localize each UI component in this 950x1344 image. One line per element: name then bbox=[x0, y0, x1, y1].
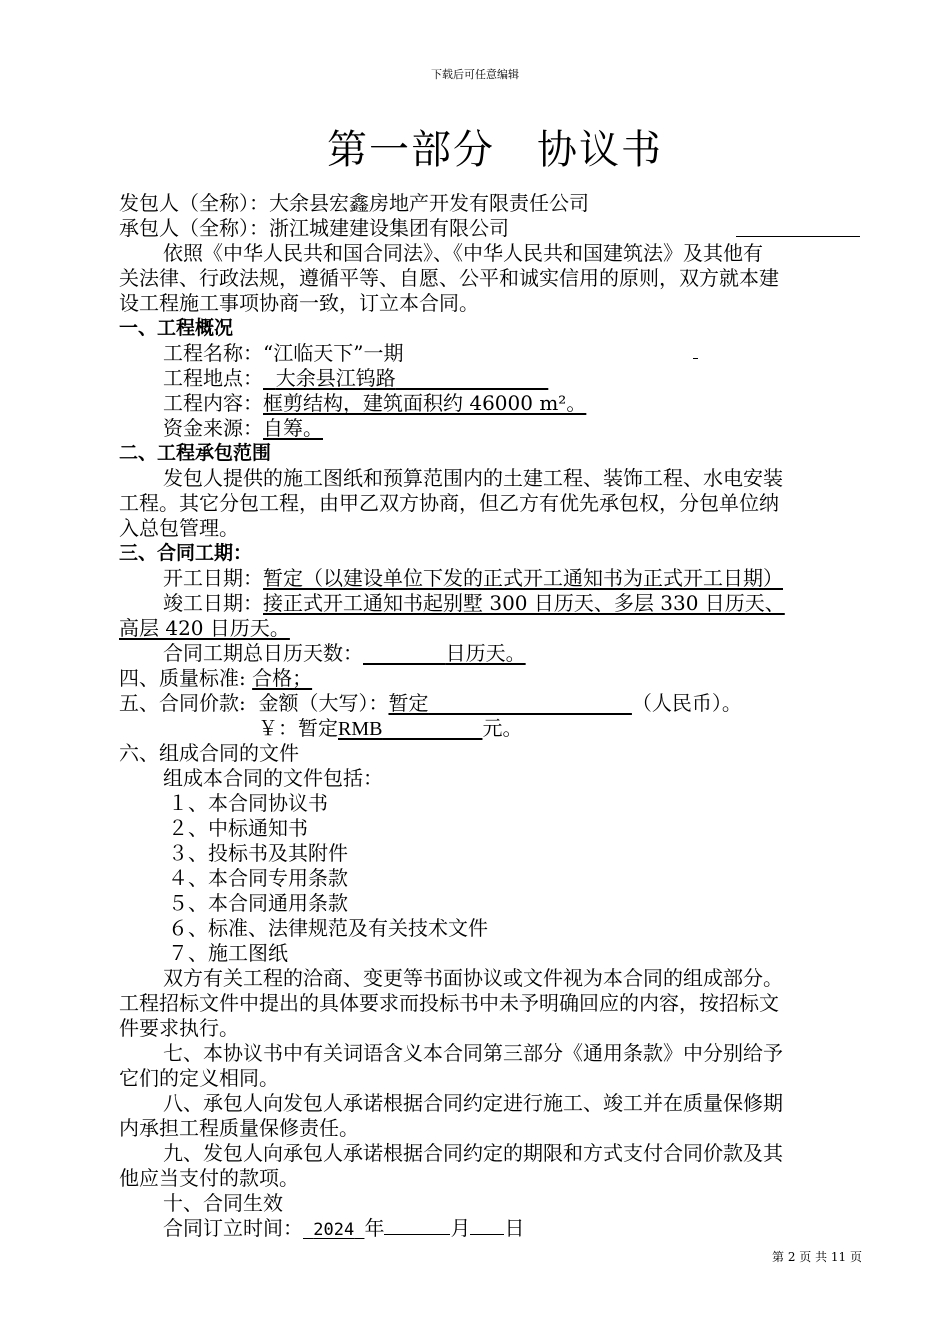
intro-line-3: 设工程施工事项协商一致，订立本合同。 bbox=[119, 291, 479, 315]
sign-day-unit: 日 bbox=[504, 1216, 525, 1240]
contractor-label: 承包人（全称）： bbox=[119, 216, 269, 240]
employer-label: 发包人（全称）： bbox=[119, 191, 269, 215]
sign-date-line bbox=[163, 1216, 524, 1243]
section-4-line bbox=[119, 666, 312, 691]
stray-mark bbox=[693, 358, 698, 359]
total-days-line bbox=[163, 641, 526, 666]
section-5-label: 五、合同价款: bbox=[119, 691, 246, 715]
funding-value: 自筹。 bbox=[263, 416, 323, 440]
project-content-label: 工程内容： bbox=[163, 391, 263, 415]
start-date-label: 开工日期： bbox=[163, 566, 263, 590]
doc-item: １、本合同协议书 bbox=[168, 791, 328, 815]
contractor-blank bbox=[736, 236, 860, 237]
sign-day-blank bbox=[470, 1216, 504, 1235]
sign-month-unit: 月 bbox=[450, 1216, 471, 1240]
docs-intro: 组成本合同的文件包括： bbox=[163, 766, 383, 790]
contractor-line bbox=[119, 216, 509, 241]
project-site-value: 大余县江钨路 bbox=[275, 366, 396, 390]
yen-label: ￥：暂定 bbox=[258, 716, 338, 740]
section-7-line-1: 七、本协议书中有关词语含义本合同第三部分《通用条款》中分别给予 bbox=[163, 1041, 783, 1065]
finish-date-value: 接正式开工通知书起别墅 300 日历天、多层 330 日历天、 bbox=[263, 591, 785, 615]
section-9-line-1: 九、发包人向承包人承诺根据合同约定的期限和方式支付合同价款及其 bbox=[163, 1141, 783, 1165]
sign-month-blank bbox=[384, 1216, 450, 1235]
start-date-line bbox=[163, 566, 783, 591]
section-6-heading: 六、组成合同的文件 bbox=[119, 741, 299, 765]
contractor-name: 浙江城建建设集团有限公司 bbox=[269, 216, 509, 240]
scope-line-1: 发包人提供的施工图纸和预算范围内的土建工程、装饰工程、水电安装 bbox=[163, 466, 783, 490]
section-10-heading: 十、合同生效 bbox=[163, 1191, 283, 1215]
funding-line bbox=[163, 416, 323, 441]
yen-unit: 元。 bbox=[482, 716, 523, 740]
section-2-heading: 二、工程承包范围 bbox=[119, 442, 272, 464]
header-note: 下载后可任意编辑 bbox=[431, 68, 519, 81]
total-days-label: 合同工期总日历天数： bbox=[163, 641, 363, 665]
quality-standard-value: 合格； bbox=[252, 666, 313, 690]
project-name-value: “江临天下”一期 bbox=[263, 341, 404, 365]
negotiation-line-3: 件要求执行。 bbox=[119, 1016, 239, 1040]
sign-year-unit: 年 bbox=[364, 1216, 385, 1240]
finish-date-line-2 bbox=[119, 616, 290, 641]
total-days-value: 日历天。 bbox=[445, 641, 526, 665]
section-3-heading: 三、合同工期： bbox=[119, 542, 253, 564]
finish-date-label: 竣工日期： bbox=[163, 591, 263, 615]
section-7-line-2: 它们的定义相同。 bbox=[119, 1066, 279, 1090]
intro-line-2: 关法律、行政法规，遵循平等、自愿、公平和诚实信用的原则，双方就本建 bbox=[119, 266, 779, 290]
start-date-value: 暂定（以建设单位下发的正式开工通知书为正式开工日期） bbox=[263, 566, 783, 590]
project-site-label: 工程地点： bbox=[163, 366, 263, 390]
doc-item: ５、本合同通用条款 bbox=[168, 891, 348, 915]
doc-item: ６、标准、法律规范及有关技术文件 bbox=[168, 916, 488, 940]
negotiation-line-2: 工程招标文件中提出的具体要求而投标书中未予明确回应的内容，按招标文 bbox=[119, 991, 779, 1015]
intro-line-1: 依照《中华人民共和国合同法》、《中华人民共和国建筑法》及其他有 bbox=[163, 241, 763, 265]
scope-line-3: 入总包管理。 bbox=[119, 516, 239, 540]
scope-line-2: 工程。其它分包工程，由甲乙双方协商，但乙方有优先承包权，分包单位纳 bbox=[119, 491, 779, 515]
amount-label: 金额（大写）： bbox=[258, 691, 389, 715]
sign-year: 2024 bbox=[313, 1220, 355, 1240]
doc-item: ４、本合同专用条款 bbox=[168, 866, 348, 890]
amount-value: 暂定 bbox=[388, 691, 429, 715]
yen-line bbox=[258, 716, 522, 742]
funding-label: 资金来源： bbox=[163, 416, 263, 440]
employer-name: 大余县宏鑫房地产开发有限责任公司 bbox=[269, 191, 589, 215]
section-8-line-2: 内承担工程质量保修责任。 bbox=[119, 1116, 359, 1140]
section-5-line bbox=[119, 691, 742, 716]
yen-value: RMB bbox=[338, 718, 383, 740]
amount-unit: （人民币）。 bbox=[631, 691, 742, 715]
employer-line bbox=[119, 191, 589, 216]
finish-date-value-2: 高层 420 日历天。 bbox=[119, 616, 290, 640]
project-name-line bbox=[163, 341, 403, 366]
project-site-line bbox=[163, 366, 548, 391]
page-footer: 第 2 页 共 11 页 bbox=[772, 1250, 862, 1264]
section-4-label: 四、质量标准: bbox=[119, 666, 246, 690]
project-content-line bbox=[163, 391, 586, 416]
page-title: 第一部分 协议书 bbox=[327, 127, 663, 173]
doc-item: ３、投标书及其附件 bbox=[168, 841, 348, 865]
doc-item: ７、施工图纸 bbox=[168, 941, 288, 965]
project-name-label: 工程名称： bbox=[163, 341, 263, 365]
finish-date-line bbox=[163, 591, 785, 616]
section-9-line-2: 他应当支付的款项。 bbox=[119, 1166, 299, 1190]
doc-item: ２、中标通知书 bbox=[168, 816, 308, 840]
project-content-value: 框剪结构，建筑面积约 46000 m²。 bbox=[263, 391, 587, 415]
sign-date-label: 合同订立时间： bbox=[163, 1216, 303, 1240]
section-1-heading: 一、工程概况 bbox=[119, 317, 234, 339]
section-8-line-1: 八、承包人向发包人承诺根据合同约定进行施工、竣工并在质量保修期 bbox=[163, 1091, 783, 1115]
negotiation-line-1: 双方有关工程的洽商、变更等书面协议或文件视为本合同的组成部分。 bbox=[163, 966, 783, 990]
